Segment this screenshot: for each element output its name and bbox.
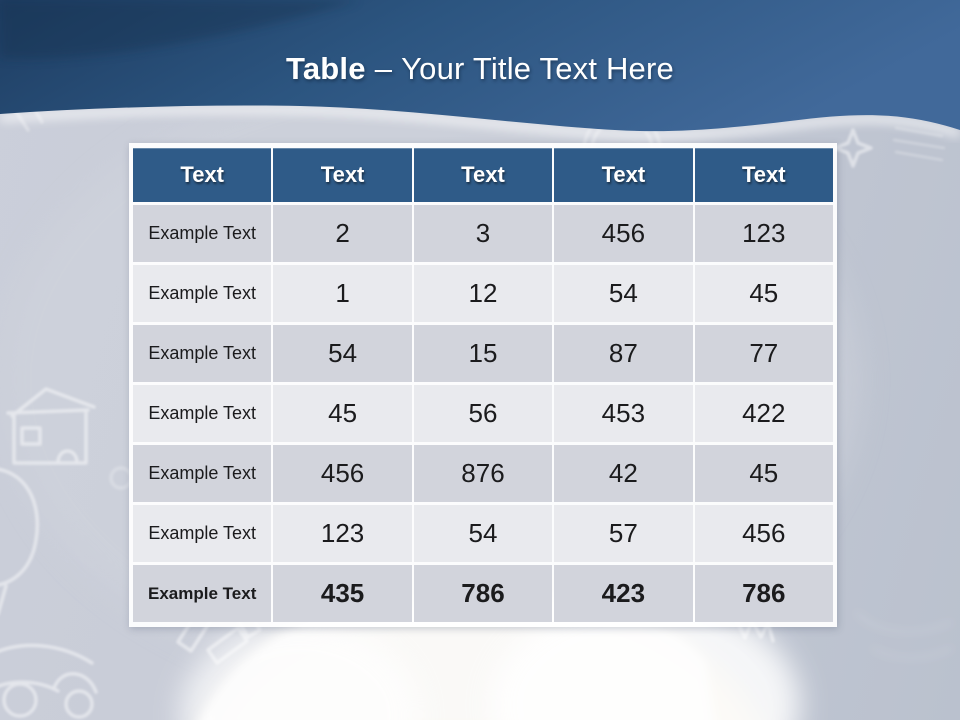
table-body	[133, 205, 833, 622]
value-cell: 456	[695, 505, 833, 562]
slide-table	[131, 145, 835, 625]
row-label-cell: Example Text	[133, 205, 271, 262]
value-cell: 1	[273, 265, 411, 322]
row-label-cell: Example Text	[133, 325, 271, 382]
value-cell: 54	[554, 265, 692, 322]
table-row	[133, 265, 833, 322]
value-cell: 56	[414, 385, 552, 442]
title-separator: –	[374, 51, 393, 86]
column-header: Text	[695, 148, 833, 202]
value-cell: 54	[414, 505, 552, 562]
value-cell: 456	[273, 445, 411, 502]
table-row	[133, 385, 833, 442]
value-cell: 42	[554, 445, 692, 502]
value-cell: 57	[554, 505, 692, 562]
value-cell: 2	[273, 205, 411, 262]
value-cell: 45	[695, 265, 833, 322]
column-header: Text	[273, 148, 411, 202]
column-header: Text	[554, 148, 692, 202]
title-text: Your Title Text Here	[401, 51, 674, 86]
value-cell: 123	[695, 205, 833, 262]
value-cell: 123	[273, 505, 411, 562]
table-row	[133, 565, 833, 622]
slide-title	[0, 52, 960, 86]
title-keyword: Table	[286, 51, 366, 86]
value-cell: 3	[414, 205, 552, 262]
value-cell: 45	[273, 385, 411, 442]
data-table	[129, 143, 837, 627]
swirl-doodle-icon	[856, 612, 952, 658]
value-cell: 423	[554, 565, 692, 622]
value-cell: 435	[273, 565, 411, 622]
row-label-cell: Example Text	[133, 265, 271, 322]
table-row	[133, 445, 833, 502]
value-cell: 786	[414, 565, 552, 622]
value-cell: 12	[414, 265, 552, 322]
table-row	[133, 205, 833, 262]
table-row	[133, 325, 833, 382]
row-label-cell: Example Text	[133, 445, 271, 502]
column-header: Text	[414, 148, 552, 202]
value-cell: 422	[695, 385, 833, 442]
sparkle-doodle-icon	[835, 130, 871, 166]
value-cell: 786	[695, 565, 833, 622]
table-row	[133, 505, 833, 562]
column-header: Text	[133, 148, 271, 202]
value-cell: 453	[554, 385, 692, 442]
value-cell: 456	[554, 205, 692, 262]
value-cell: 77	[695, 325, 833, 382]
row-label-cell: Example Text	[133, 565, 271, 622]
value-cell: 87	[554, 325, 692, 382]
value-cell: 15	[414, 325, 552, 382]
row-label-cell: Example Text	[133, 385, 271, 442]
table-header	[133, 148, 833, 202]
row-label-cell: Example Text	[133, 505, 271, 562]
table-header-row	[133, 148, 833, 202]
value-cell: 876	[414, 445, 552, 502]
value-cell: 45	[695, 445, 833, 502]
value-cell: 54	[273, 325, 411, 382]
car-doodle-icon	[0, 645, 96, 717]
music-staff-doodle-icon	[894, 128, 944, 160]
